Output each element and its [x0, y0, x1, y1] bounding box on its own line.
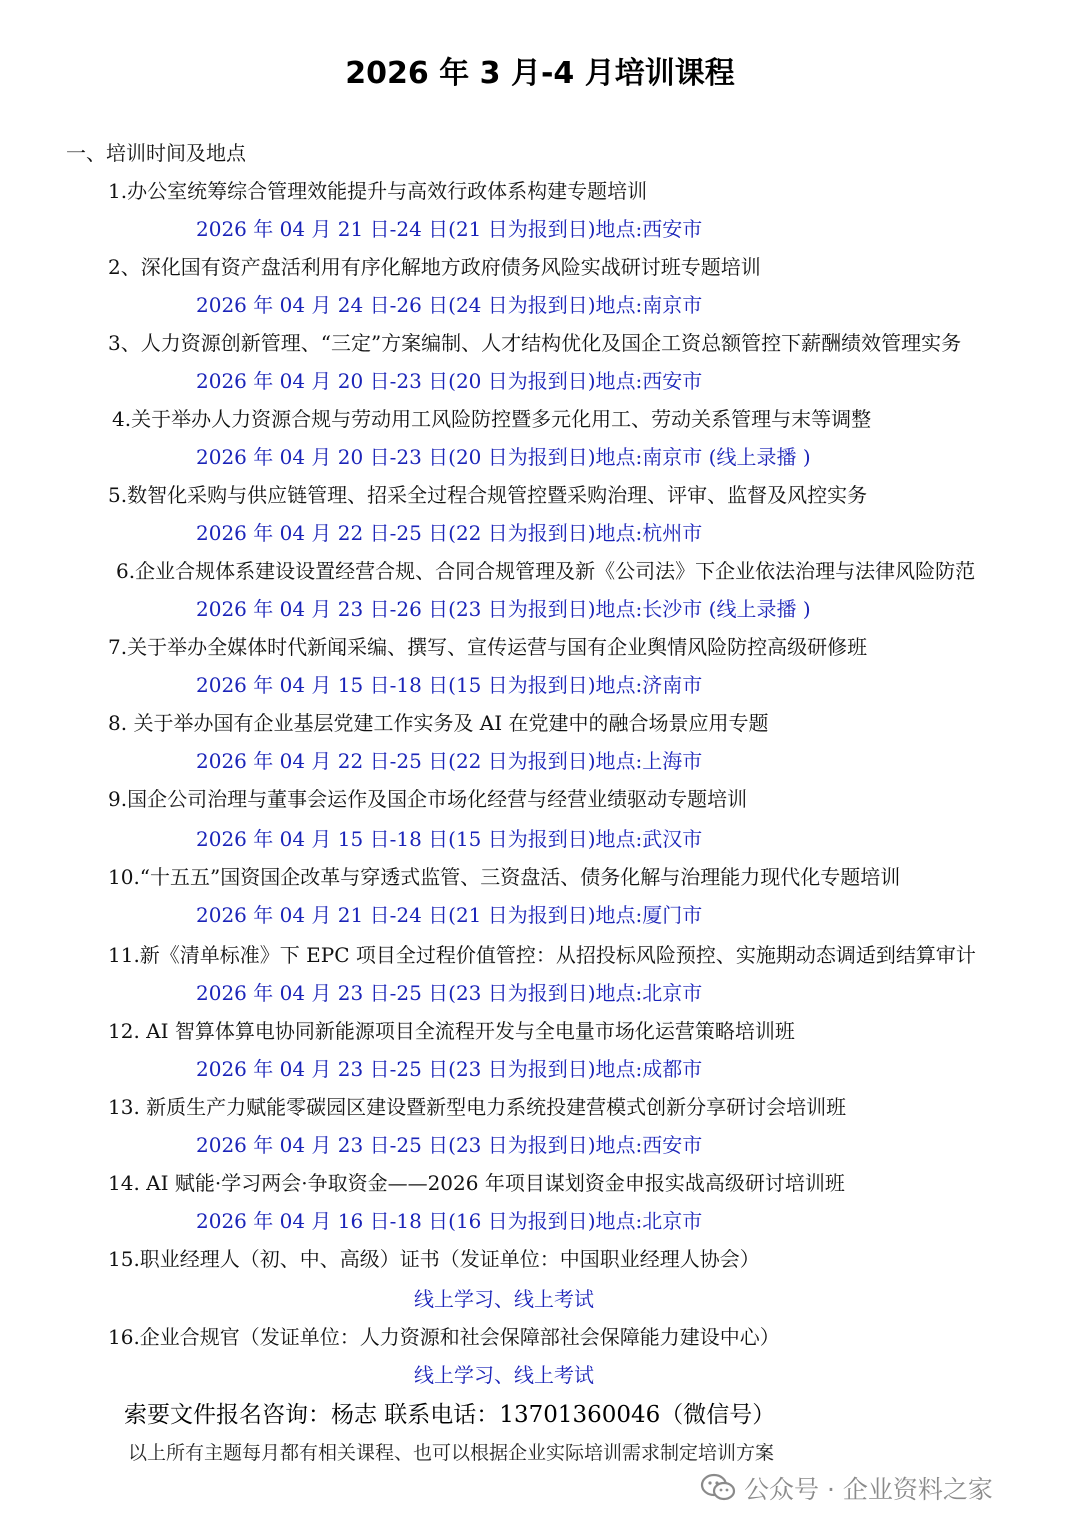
course-title: 12. AI 智算体算电协同新能源项目全流程开发与全电量市场化运营策略培训班 [108, 1019, 795, 1043]
course-detail: 2026 年 04 月 15 日-18 日(15 日为报到日)地点:济南市 [196, 673, 703, 697]
course-detail: 2026 年 04 月 21 日-24 日(21 日为报到日)地点:厦门市 [196, 903, 703, 927]
course-detail: 2026 年 04 月 22 日-25 日(22 日为报到日)地点:上海市 [196, 749, 703, 773]
course-title: 7.关于举办全媒体时代新闻采编、撰写、宣传运营与国有企业舆情风险防控高级研修班 [108, 635, 868, 659]
course-title: 11.新《清单标准》下 EPC 项目全过程价值管控：从招投标风险预控、实施期动态调适到结算审计 [108, 943, 976, 967]
course-title: 2、深化国有资产盘活利用有序化解地方政府债务风险实战研讨班专题培训 [108, 255, 761, 279]
course-title: 13. 新质生产力赋能零碳园区建设暨新型电力系统投建营模式创新分享研讨会培训班 [108, 1095, 847, 1119]
course-detail: 2026 年 04 月 15 日-18 日(15 日为报到日)地点:武汉市 [196, 827, 703, 851]
course-detail: 2026 年 04 月 20 日-23 日(20 日为报到日)地点:西安市 [196, 369, 703, 393]
course-title: 10.“十五五”国资国企改革与穿透式监管、三资盘活、债务化解与治理能力现代化专题培训 [108, 865, 901, 889]
watermark [700, 1470, 993, 1506]
course-detail: 2026 年 04 月 23 日-25 日(23 日为报到日)地点:北京市 [196, 981, 703, 1005]
course-detail: 线上学习、线上考试 [414, 1287, 594, 1311]
course-detail: 2026 年 04 月 22 日-25 日(22 日为报到日)地点:杭州市 [196, 521, 703, 545]
course-detail: 线上学习、线上考试 [414, 1363, 594, 1387]
contact-info: 索要文件报名咨询：杨志 联系电话：13701360046（微信号） [124, 1402, 776, 1428]
course-title: 5.数智化采购与供应链管理、招采全过程合规管控暨采购治理、评审、监督及风控实务 [108, 483, 868, 507]
section-heading: 一、培训时间及地点 [66, 141, 246, 165]
course-title: 8. 关于举办国有企业基层党建工作实务及 AI 在党建中的融合场景应用专题 [108, 711, 769, 735]
course-title: 9.国企公司治理与董事会运作及国企市场化经营与经营业绩驱动专题培训 [108, 787, 748, 811]
footnote: 以上所有主题每月都有相关课程、也可以根据企业实际培训需求制定培训方案 [128, 1442, 775, 1464]
wechat-icon [700, 1473, 736, 1503]
page-title: 2026 年 3 月-4 月培训课程 [345, 56, 735, 91]
course-title: 15.职业经理人（初、中、高级）证书（发证单位：中国职业经理人协会） [108, 1247, 760, 1271]
course-detail: 2026 年 04 月 21 日-24 日(21 日为报到日)地点:西安市 [196, 217, 703, 241]
course-detail: 2026 年 04 月 23 日-25 日(23 日为报到日)地点:成都市 [196, 1057, 703, 1081]
course-detail: 2026 年 04 月 20 日-23 日(20 日为报到日)地点:南京市 (线上录播 ) [196, 445, 811, 469]
course-detail: 2026 年 04 月 23 日-26 日(23 日为报到日)地点:长沙市 (线上录播 ) [196, 597, 811, 621]
course-title: 6.企业合规体系建设设置经营合规、合同合规管理及新《公司法》下企业依法治理与法律风险防范 [116, 559, 976, 583]
course-title: 1.办公室统筹综合管理效能提升与高效行政体系构建专题培训 [108, 179, 648, 203]
course-title: 3、人力资源创新管理、“三定”方案编制、人才结构优化及国企工资总额管控下薪酬绩效管理实务 [108, 331, 962, 355]
course-detail: 2026 年 04 月 23 日-25 日(23 日为报到日)地点:西安市 [196, 1133, 703, 1157]
course-title: 14. AI 赋能·学习两会·争取资金——2026 年项目谋划资金申报实战高级研讨培训班 [108, 1171, 845, 1195]
course-detail: 2026 年 04 月 24 日-26 日(24 日为报到日)地点:南京市 [196, 293, 703, 317]
watermark-text: 公众号 · 企业资料之家 [744, 1475, 993, 1504]
course-detail: 2026 年 04 月 16 日-18 日(16 日为报到日)地点:北京市 [196, 1209, 703, 1233]
course-title: 4.关于举办人力资源合规与劳动用工风险防控暨多元化用工、劳动关系管理与末等调整 [112, 407, 872, 431]
course-title: 16.企业合规官（发证单位：人力资源和社会保障部社会保障能力建设中心） [108, 1325, 780, 1349]
